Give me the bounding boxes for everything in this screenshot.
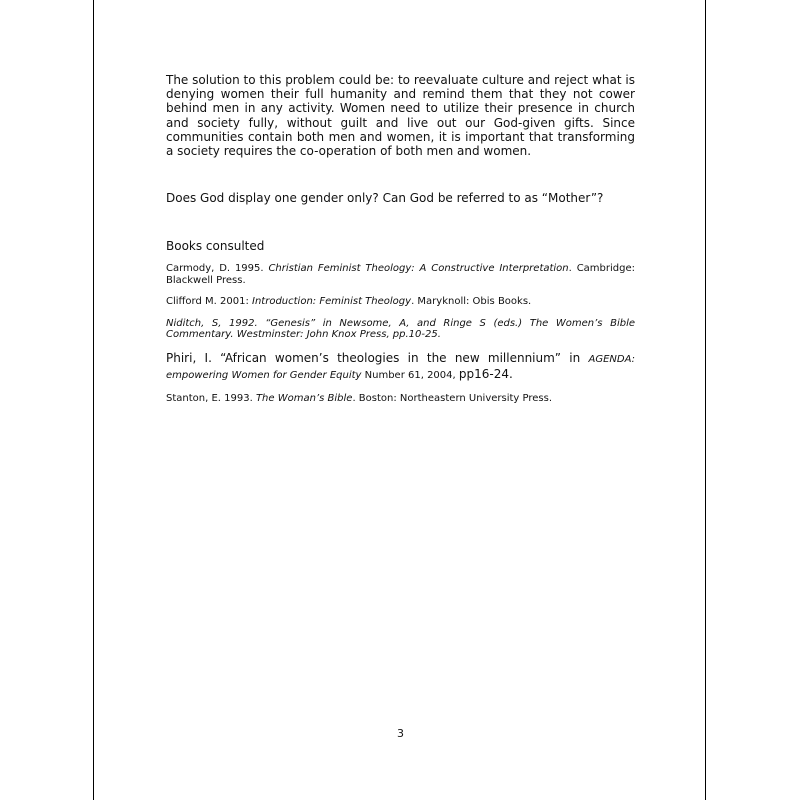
reference-phiri-author: Phiri, I. “African women’s theologies in the new millennium” in: [166, 350, 589, 365]
reference-phiri-issue: Number 61, 2004,: [361, 369, 459, 381]
reference-phiri-end: .: [508, 366, 513, 381]
reference-clifford: [166, 296, 635, 308]
reference-carmody: [166, 263, 635, 286]
reference-carmody-author: Carmody, D. 1995.: [166, 263, 269, 274]
reference-stanton-author: Stanton, E. 1993.: [166, 392, 256, 404]
reference-phiri: [166, 351, 635, 383]
reference-niditch: Niditch, S, 1992. “Genesis” in Newsome, A, and Ringe S (eds.) The Women’s Bible Commentary. Westminster: John Knox Press, pp.10-25.: [166, 317, 635, 340]
document-page: [93, 0, 706, 800]
reference-clifford-author: Clifford M. 2001:: [166, 296, 252, 307]
reference-stanton-publisher: . Boston: Northeastern University Press.: [352, 392, 553, 404]
reference-phiri-title: AGENDA: empowering Women for Gender Equity: [166, 353, 635, 381]
reference-stanton-title: The Woman’s Bible: [255, 392, 353, 404]
reference-carmody-title: Christian Feminist Theology: A Constructive Interpretation: [268, 263, 569, 274]
references-heading: Books consulted: [166, 239, 265, 253]
reference-carmody-publisher: . Cambridge: Blackwell Press.: [166, 263, 635, 286]
discussion-question: Does God display one gender only? Can God be referred to as “Mother”?: [166, 191, 604, 205]
reference-stanton: [166, 393, 635, 405]
body-paragraph: The solution to this problem could be: to reevaluate culture and reject what is denying women their full humanity and remind them that they not cower behind men in any activity. Women need to utilize their presence in church and society fully, without guilt and live out our God-given gifts. Since communities contain both men and women, it is important that transforming a society requires the co-operation of both men and women.: [166, 73, 635, 159]
reference-clifford-title: Introduction: Feminist Theology: [252, 296, 412, 307]
page-number: 3: [397, 727, 404, 740]
reference-clifford-publisher: . Maryknoll: Obis Books.: [411, 296, 532, 307]
reference-phiri-pages: pp16-24: [458, 366, 509, 381]
references-list: [166, 263, 635, 404]
